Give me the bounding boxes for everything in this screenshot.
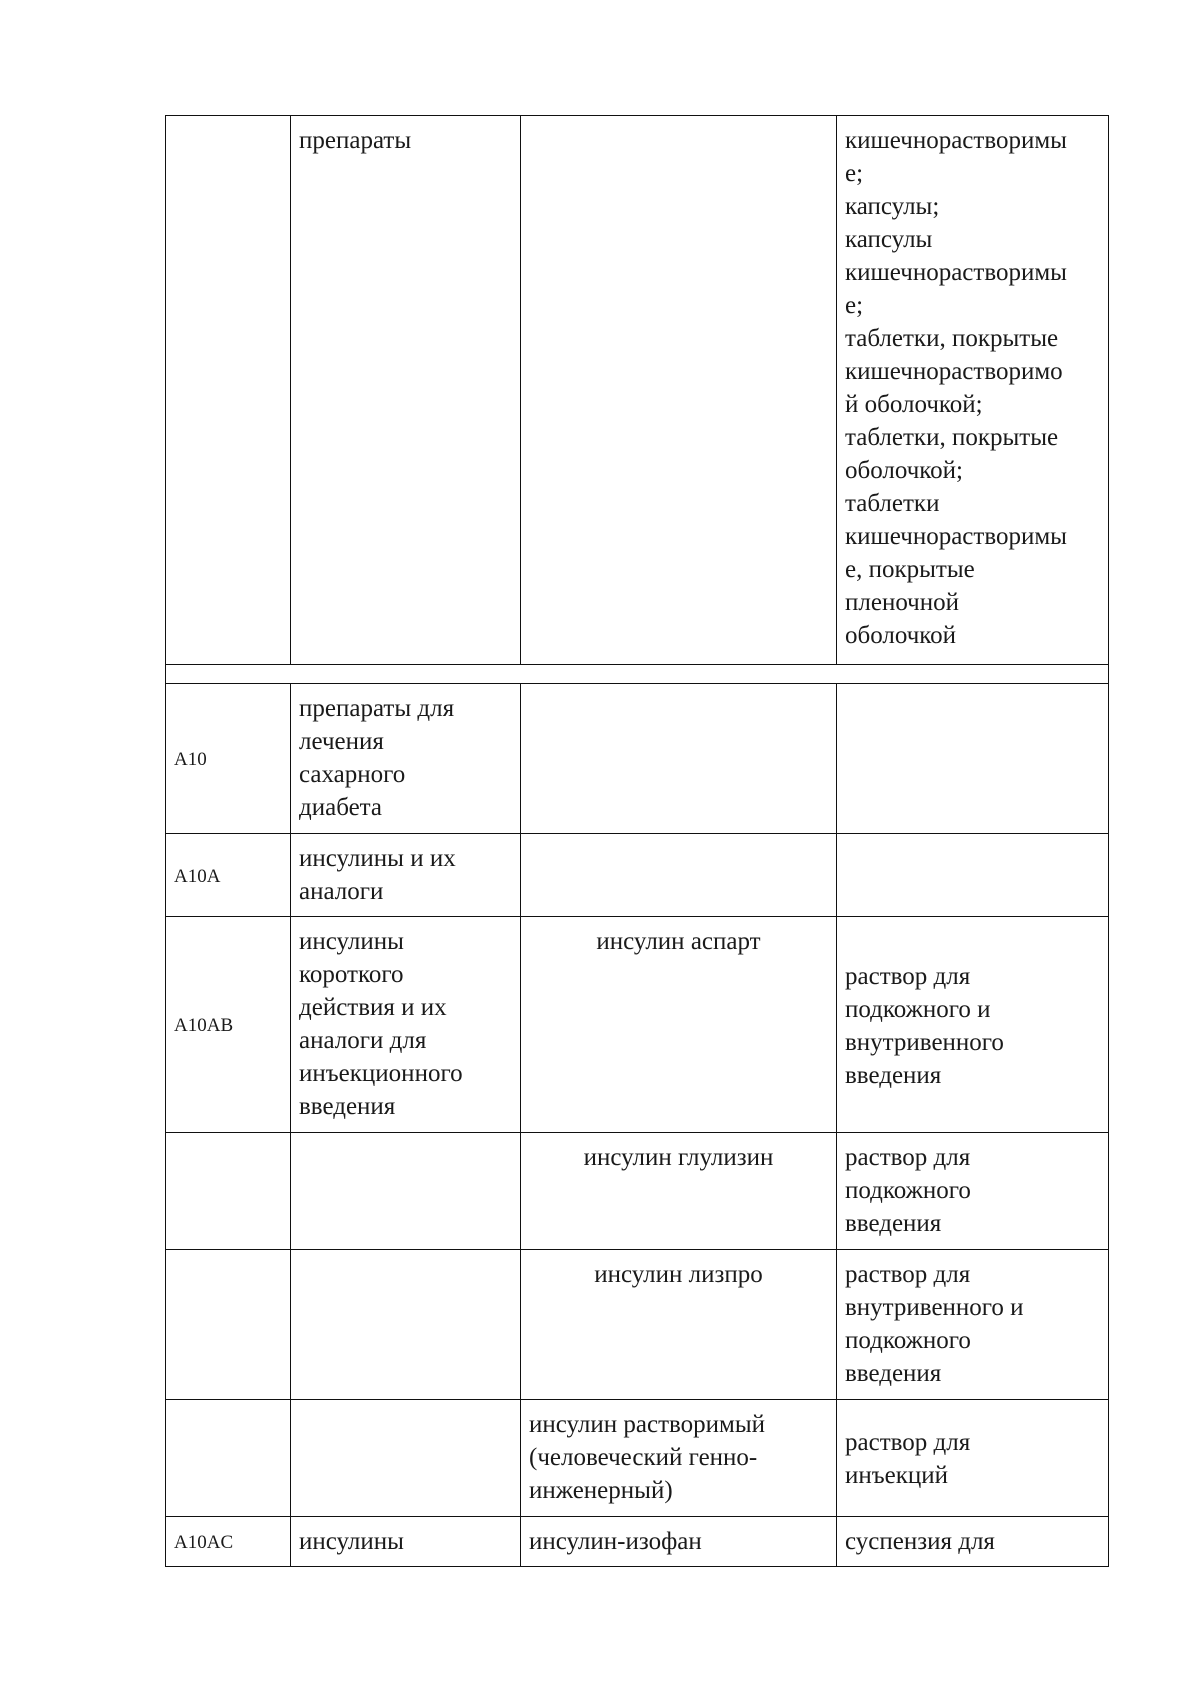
dosage-form-cell: кишечнорастворимы е; капсулы; капсулы кишечнорастворимы е; таблетки, покрытые кишечнорастворимо й оболочкой; таблетки, покрытые оболочкой; таблетки кишечнорастворимы е, покрытые пленочной оболочкой [837,116,1109,665]
table-row [166,1133,1109,1250]
inn-cell [521,684,837,834]
inn-cell: инсулин растворимый (человеческий генно- инженерный) [521,1400,837,1517]
inn-cell [521,834,837,917]
table-row [166,684,1109,834]
atc-code-cell [166,1250,291,1400]
divider-cell [166,665,1109,684]
inn-cell: инсулин лизпро [521,1250,837,1400]
inn-cell [521,116,837,665]
inn-cell: инсулин-изофан [521,1517,837,1567]
table-row [166,1400,1109,1517]
atc-code-cell [166,1400,291,1517]
dosage-form-cell [837,834,1109,917]
atc-code-cell: A10 [166,684,291,834]
group-name-cell [291,1400,521,1517]
group-name-cell: инсулины и их аналоги [291,834,521,917]
drug-table [165,115,1109,1567]
table-row [166,116,1109,665]
group-name-cell [291,1133,521,1250]
dosage-form-cell: раствор для внутривенного и подкожного введения [837,1250,1109,1400]
dosage-form-cell: раствор для инъекций [837,1400,1109,1517]
atc-code-cell: A10AB [166,917,291,1133]
table-row [166,1517,1109,1567]
inn-cell: инсулин глулизин [521,1133,837,1250]
table-row [166,834,1109,917]
group-name-cell: препараты [291,116,521,665]
atc-code-cell: A10A [166,834,291,917]
atc-code-cell [166,116,291,665]
dosage-form-cell: раствор для подкожного введения [837,1133,1109,1250]
table-divider-row [166,665,1109,684]
dosage-form-cell [837,684,1109,834]
group-name-cell: инсулины [291,1517,521,1567]
group-name-cell: препараты для лечения сахарного диабета [291,684,521,834]
atc-code-cell: A10AC [166,1517,291,1567]
group-name-cell [291,1250,521,1400]
table-row [166,917,1109,1133]
dosage-form-cell: суспензия для [837,1517,1109,1567]
atc-code-cell [166,1133,291,1250]
table-row [166,1250,1109,1400]
group-name-cell: инсулины короткого действия и их аналоги для инъекционного введения [291,917,521,1133]
inn-cell: инсулин аспарт [521,917,837,1133]
dosage-form-cell: раствор для подкожного и внутривенного введения [837,917,1109,1133]
